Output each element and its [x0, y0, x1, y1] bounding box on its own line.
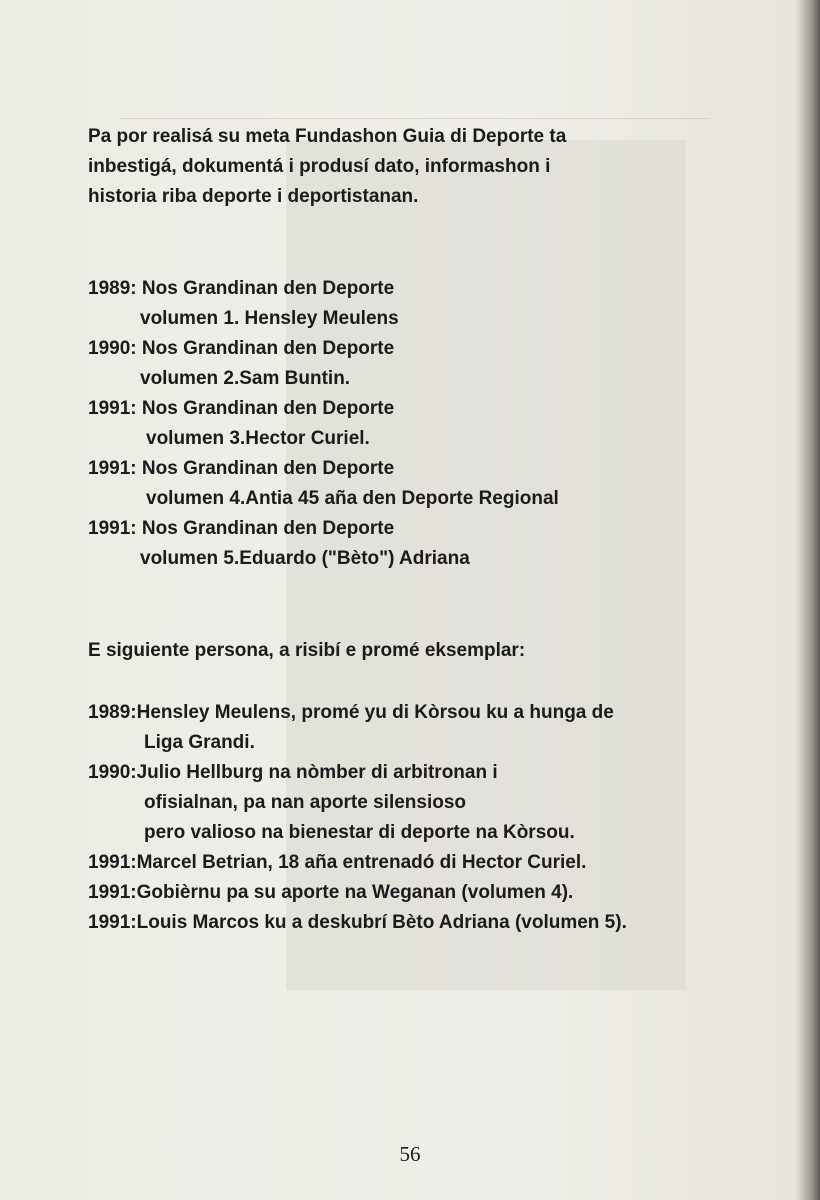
- recipient-text: Hensley Meulens, promé yu di Kòrsou ku a hunga de: [136, 702, 614, 723]
- intro-paragraph: [88, 122, 768, 212]
- publication-year: 1991:: [88, 518, 137, 539]
- recipient-text: Julio Hellburg na nòmber di arbitronan i: [136, 762, 498, 783]
- intro-line: inbestigá, dokumentá i produsí dato, informashon i: [88, 156, 551, 177]
- publication-list: [88, 274, 768, 574]
- recipient-item: [88, 848, 768, 878]
- recipient-text: Marcel Betrian, 18 aña entrenadó di Hector Curiel.: [136, 852, 587, 873]
- intro-line: Pa por realisá su meta Fundashon Guia di Deporte ta: [88, 126, 567, 147]
- publication-item: [88, 514, 768, 574]
- recipient-list: [88, 698, 768, 938]
- publication-volume: volumen 5.Eduardo ("Bèto") Adriana: [140, 548, 470, 569]
- recipient-text: Louis Marcos ku a deskubrí Bèto Adriana (volumen 5).: [136, 912, 627, 933]
- recipient-item: [88, 908, 768, 938]
- page-content: [88, 122, 768, 938]
- recipient-text: ofisialnan, pa nan aporte silensioso: [144, 792, 467, 813]
- publication-volume: volumen 4.Antia 45 aña den Deporte Regional: [146, 488, 559, 509]
- recipient-year: 1990:: [88, 762, 137, 783]
- publication-year: 1991:: [88, 458, 137, 479]
- publication-year: 1990:: [88, 338, 137, 359]
- recipient-item: [88, 878, 768, 908]
- publication-item: [88, 454, 768, 514]
- intro-line: historia riba deporte i deportistanan.: [88, 186, 419, 207]
- recipient-item: [88, 758, 768, 848]
- recipient-year: 1989:: [88, 702, 137, 723]
- publication-item: [88, 394, 768, 454]
- recipient-text: Liga Grandi.: [144, 732, 255, 753]
- publication-item: [88, 274, 768, 334]
- recipient-text: Gobièrnu pa su aporte na Weganan (volumen 4).: [136, 882, 574, 903]
- recipient-text: pero valioso na bienestar di deporte na Kòrsou.: [144, 822, 575, 843]
- recipient-year: 1991:: [88, 882, 137, 903]
- publication-title: Nos Grandinan den Deporte: [141, 458, 395, 479]
- publication-title: Nos Grandinan den Deporte: [141, 338, 395, 359]
- publication-volume: volumen 1. Hensley Meulens: [140, 308, 399, 329]
- publication-year: 1991:: [88, 398, 137, 419]
- publication-volume: volumen 2.Sam Buntin.: [140, 368, 351, 389]
- recipient-item: [88, 698, 768, 758]
- recipient-year: 1991:: [88, 912, 137, 933]
- publication-item: [88, 334, 768, 394]
- publication-title: Nos Grandinan den Deporte: [141, 518, 395, 539]
- recipients-heading: E siguiente persona, a risibí e promé eksemplar:: [88, 640, 526, 661]
- recipient-year: 1991:: [88, 852, 137, 873]
- bleed-through-rule: [120, 118, 710, 119]
- publication-volume: volumen 3.Hector Curiel.: [146, 428, 370, 449]
- publication-title: Nos Grandinan den Deporte: [141, 278, 395, 299]
- publication-title: Nos Grandinan den Deporte: [141, 398, 395, 419]
- publication-year: 1989:: [88, 278, 137, 299]
- page-number: 56: [399, 1142, 421, 1166]
